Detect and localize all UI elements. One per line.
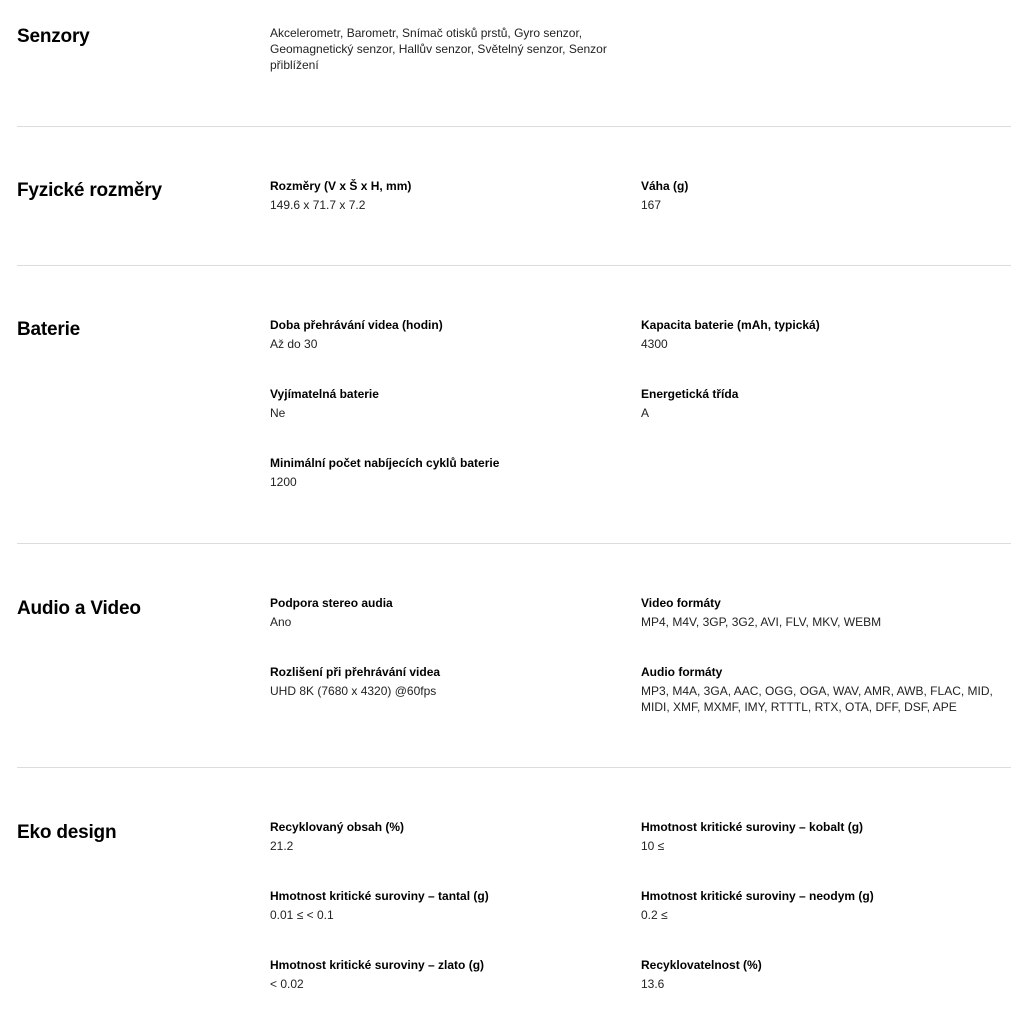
section-title: Fyzické rozměry <box>17 180 162 201</box>
spec-value: Ano <box>270 615 292 629</box>
section-fyzicke-rozmery <box>17 127 1011 265</box>
spec-value: 0.2 ≤ <box>641 908 668 922</box>
spec-value: 13.6 <box>641 977 665 991</box>
spec-item-vyjimatelna-baterie <box>270 386 625 421</box>
spec-label: Video formáty <box>641 596 721 610</box>
spec-label: Rozměry (V x Š x H, mm) <box>270 179 412 193</box>
spec-label: Minimální počet nabíjecích cyklů baterie <box>270 456 500 470</box>
spec-label: Váha (g) <box>641 179 689 193</box>
spec-value: 1200 <box>270 475 297 489</box>
spec-value: MP4, M4V, 3GP, 3G2, AVI, FLV, MKV, WEBM <box>641 615 882 629</box>
spec-value: Ne <box>270 406 286 420</box>
spec-item-nabijecich-cyklu <box>270 455 625 490</box>
spec-label: Rozlišení při přehrávání videa <box>270 665 441 679</box>
spec-item-neodym <box>641 888 996 923</box>
spec-label: Hmotnost kritické suroviny – tantal (g) <box>270 889 489 903</box>
spec-item-tantal <box>270 888 625 923</box>
spec-value: 167 <box>641 198 662 212</box>
section-eko-design <box>17 768 1011 1024</box>
spec-label: Hmotnost kritické suroviny – zlato (g) <box>270 958 485 972</box>
spec-item-zlato <box>270 957 625 992</box>
spec-item-energeticka-trida <box>641 386 996 421</box>
spec-value: 10 ≤ <box>641 839 665 853</box>
spec-label: Podpora stereo audia <box>270 596 393 610</box>
section-senzory <box>17 0 1011 126</box>
spec-item-stereo-audio <box>270 595 625 630</box>
spec-label: Kapacita baterie (mAh, typická) <box>641 318 820 332</box>
spec-value: < 0.02 <box>270 977 304 991</box>
spec-label: Energetická třída <box>641 387 739 401</box>
spec-item-recyklovany-obsah <box>270 819 625 854</box>
spec-value: 21.2 <box>270 839 294 853</box>
spec-item-rozmery <box>270 178 625 213</box>
spec-value: Až do 30 <box>270 337 318 351</box>
section-title: Audio a Video <box>17 598 141 619</box>
spec-label: Audio formáty <box>641 665 723 679</box>
spec-value: UHD 8K (7680 x 4320) @60fps <box>270 684 437 698</box>
spec-label: Recyklovatelnost (%) <box>641 958 762 972</box>
spec-label: Vyjímatelná baterie <box>270 387 379 401</box>
spec-item-audio-formaty <box>641 664 1001 715</box>
section-title: Baterie <box>17 319 81 340</box>
spec-item-rozliseni-videa <box>270 664 625 699</box>
spec-item-doba-prehravani <box>270 317 625 352</box>
spec-value: 0.01 ≤ < 0.1 <box>270 908 334 922</box>
spec-label: Doba přehrávání videa (hodin) <box>270 318 443 332</box>
spec-item-kapacita-baterie <box>641 317 996 352</box>
spec-value: A <box>641 406 650 420</box>
spec-label: Hmotnost kritické suroviny – kobalt (g) <box>641 820 864 834</box>
spec-value: MP3, M4A, 3GA, AAC, OGG, OGA, WAV, AMR, AWB, FLAC, MID, MIDI, XMF, MXMF, IMY, RTTTL, RTX, OTA, DFF, DSF, APE <box>641 684 993 714</box>
spec-value: 149.6 x 71.7 x 7.2 <box>270 198 366 212</box>
spec-value: 4300 <box>641 337 668 351</box>
spec-label: Recyklovaný obsah (%) <box>270 820 405 834</box>
spec-label: Hmotnost kritické suroviny – neodym (g) <box>641 889 874 903</box>
section-title: Eko design <box>17 822 117 843</box>
spec-value: Akcelerometr, Barometr, Snímač otisků prstů, Gyro senzor, Geomagnetický senzor, Hallův senzor, Světelný senzor, Senzor přiblížení <box>270 26 607 72</box>
spec-item-kobalt <box>641 819 996 854</box>
spec-item-vaha <box>641 178 996 213</box>
section-audio-video <box>17 544 1011 767</box>
spec-item-recyklovatelnost <box>641 957 996 992</box>
section-title: Senzory <box>17 26 90 47</box>
section-baterie <box>17 266 1011 543</box>
spec-item-senzory <box>270 25 615 73</box>
spec-item-video-formaty <box>641 595 996 630</box>
